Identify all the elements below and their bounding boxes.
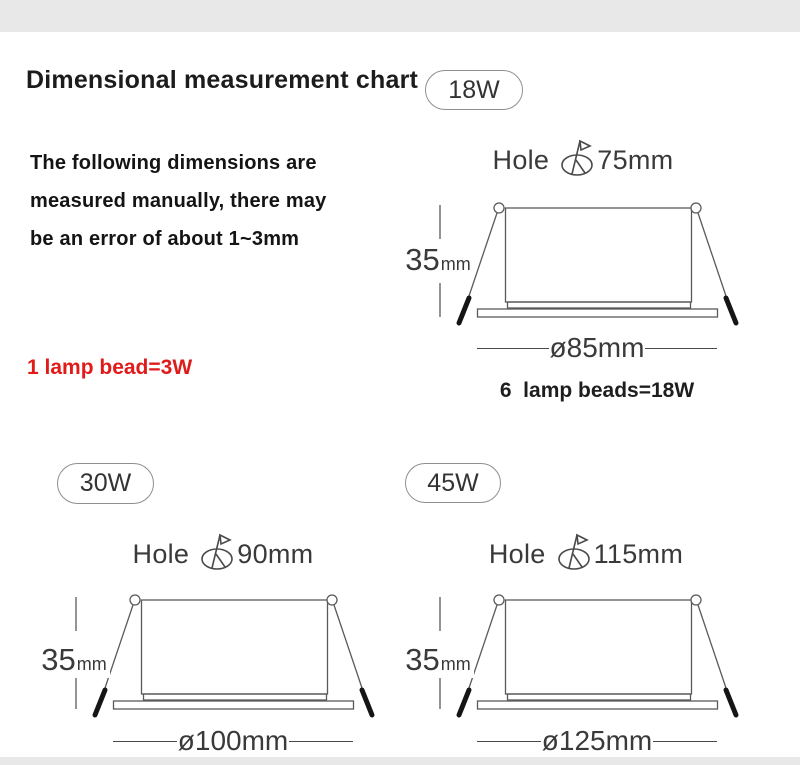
hole-label-value: 90mm <box>237 538 314 569</box>
hole-label-prefix: Hole <box>492 144 550 175</box>
lamp-beads-equation-18w: 6 lamp beads=18W <box>499 379 695 402</box>
diameter-value: ø125mm <box>541 725 653 756</box>
height-unit: mm <box>440 654 471 674</box>
dimension-line-right <box>289 741 353 742</box>
lamp-bead-wattage-note: 1 lamp bead=3W <box>27 356 193 379</box>
disclaimer-line-3: be an error of about 1~3mm <box>30 228 300 250</box>
page-title: Dimensional measurement chart <box>26 66 419 94</box>
disclaimer-line-2: measured manually, there may <box>30 190 327 212</box>
dimension-line-right <box>645 348 717 349</box>
hole-label-prefix: Hole <box>488 538 546 569</box>
wattage-badge-45w <box>405 463 501 503</box>
height-value: 35 <box>41 642 76 677</box>
diameter-value: ø100mm <box>177 725 289 756</box>
bottom-gray-bar <box>0 757 800 765</box>
height-value: 35 <box>405 642 440 677</box>
diameter-dimension-18w <box>477 333 717 363</box>
height-dimension-45w <box>402 642 474 678</box>
diameter-value: ø85mm <box>549 332 645 363</box>
measurement-disclaimer <box>30 144 326 258</box>
disclaimer-line-1: The following dimensions are <box>30 152 317 174</box>
height-unit: mm <box>76 654 107 674</box>
wattage-badge-30w <box>57 463 154 504</box>
hole-size-label-45w <box>436 534 736 574</box>
dimension-line-right <box>653 741 717 742</box>
wattage-badge-label: 45W <box>427 468 479 497</box>
hole-diameter-flag-icon <box>559 133 595 179</box>
top-gray-bar <box>0 0 800 32</box>
hole-label-value: 75mm <box>597 144 674 175</box>
hole-size-label-18w <box>433 140 733 180</box>
diameter-dimension-30w <box>113 726 353 756</box>
dimension-line-left <box>477 741 541 742</box>
dimension-line-left <box>477 348 549 349</box>
height-unit: mm <box>440 254 471 274</box>
wattage-badge-label: 30W <box>79 469 132 497</box>
diameter-dimension-45w <box>477 726 717 756</box>
wattage-badge-18w <box>425 70 523 110</box>
height-dimension-30w <box>38 642 110 678</box>
hole-label-value: 115mm <box>593 538 684 569</box>
hole-label-prefix: Hole <box>132 538 190 569</box>
hole-diameter-flag-icon <box>556 527 592 573</box>
dimension-line-left <box>113 741 177 742</box>
wattage-badge-label: 18W <box>448 75 500 104</box>
hole-size-label-30w <box>73 534 373 574</box>
height-value: 35 <box>405 242 440 277</box>
hole-diameter-flag-icon <box>199 527 235 573</box>
height-dimension-18w <box>402 242 474 278</box>
